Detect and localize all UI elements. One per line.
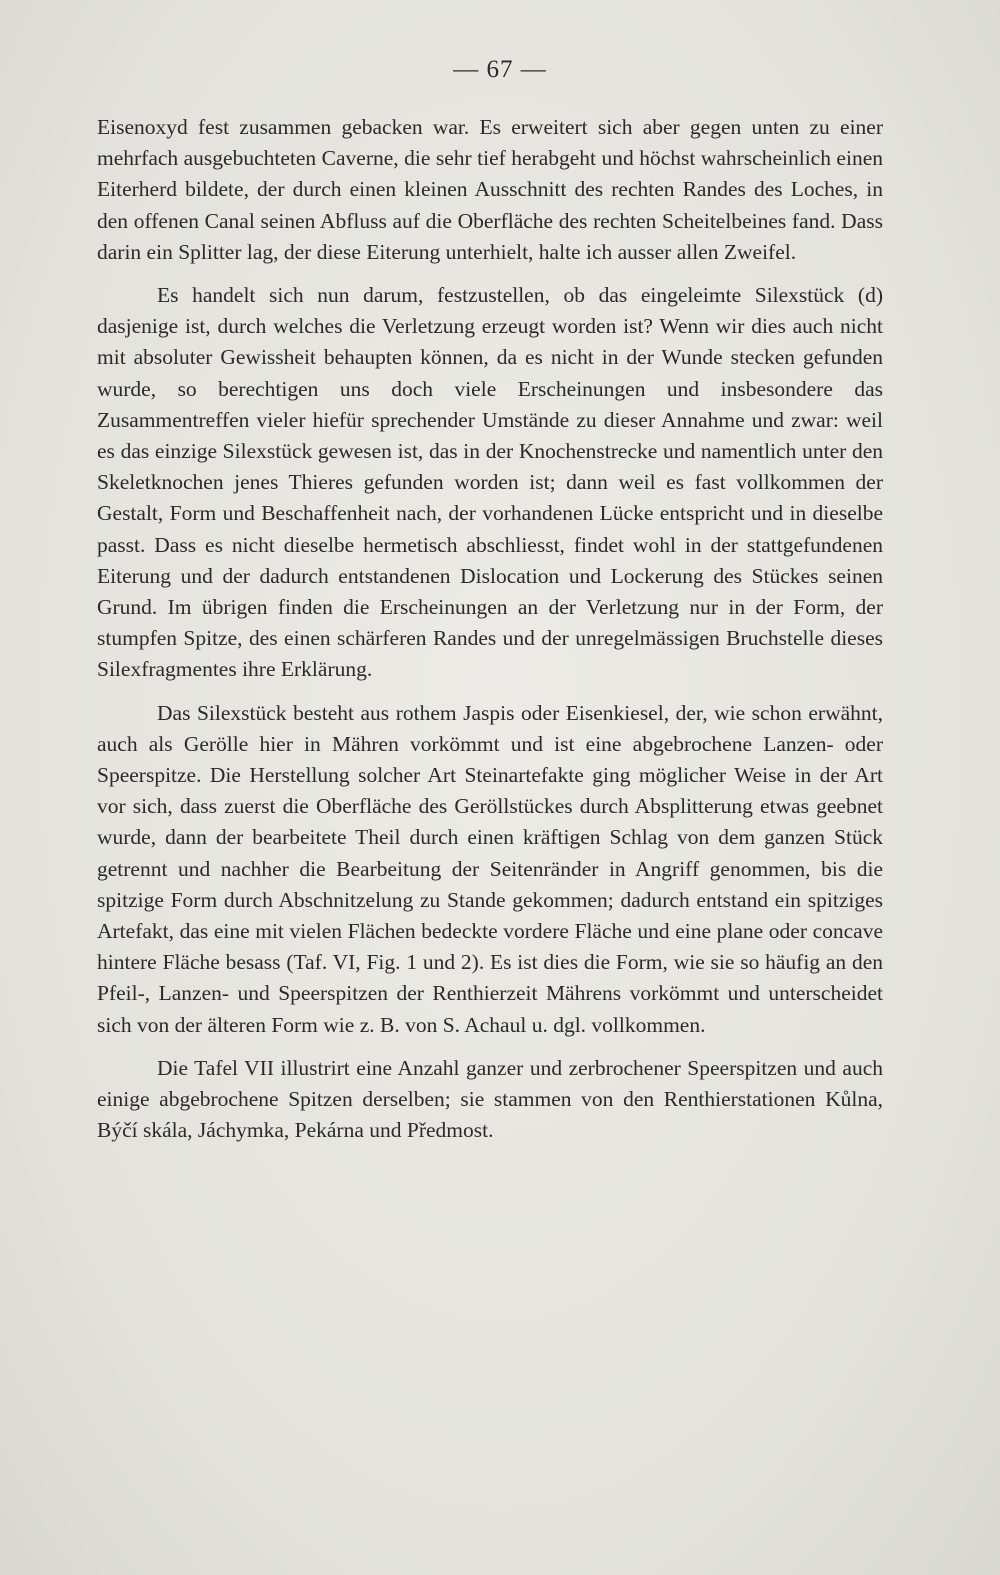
- paragraph-2: Es handelt sich nun darum, festzustellen, ob das eingeleimte Silexstück (d) dasjenige ist, durch welches die Verletzung erzeugt worden ist? Wenn wir dies auch nicht mit absoluter Gewissheit behaupten können, da es nicht in der Wunde stecken gefunden wurde, so berechtigen uns doch viele Erscheinungen und insbesondere das Zusammentreffen vieler hiefür sprechender Umstände zu dieser Annahme und zwar: weil es das einzige Silexstück gewesen ist, das in der Knochenstrecke und namentlich unter den Skeletknochen jenes Thieres gefunden worden ist; dann weil es fast vollkommen der Gestalt, Form und Beschaffenheit nach, der vorhandenen Lücke entspricht und in dieselbe passt. Dass es nicht dieselbe hermetisch abschliesst, findet wohl in der stattgefundenen Eiterung und der dadurch entstandenen Dislocation und Lockerung des Stückes seinen Grund. Im übrigen finden die Erscheinungen an der Verletzung nur in der Form, der stumpfen Spitze, des einen schärferen Randes und der unregelmässigen Bruchstelle dieses Silexfragmentes ihre Erklärung.: [97, 283, 883, 682]
- paragraph-3: Das Silexstück besteht aus rothem Jaspis oder Eisenkiesel, der, wie schon erwähnt, auch als Gerölle hier in Mähren vorkömmt und ist eine abgebrochene Lanzen- oder Speerspitze. Die Herstellung solcher Art Steinartefakte ging möglicher Weise in der Art vor sich, dass zuerst die Oberfläche des Geröllstückes durch Absplitterung etwas geebnet wurde, dann der bearbeitete Theil durch einen kräftigen Schlag von dem ganzen Stück getrennt und nachher die Bearbeitung der Seitenränder in Angriff genommen, bis die spitzige Form durch Abschnitzelung zu Stande gekommen; dadurch entstand ein spitziges Artefakt, das eine mit vielen Flächen bedeckte vordere Fläche und eine plane oder concave hintere Fläche besass (Taf. VI, Fig. 1 und 2). Es ist dies die Form, wie sie so häufig an den Pfeil-, Lanzen- und Speerspitzen der Renthierzeit Mährens vorkömmt und unterscheidet sich von der älteren Form wie z. B. von S. Achaul u. dgl. vollkommen.: [97, 700, 883, 1037]
- body-text: [97, 112, 883, 1159]
- page-number: — 67 —: [453, 56, 547, 83]
- paragraph-4: Die Tafel VII illustrirt eine Anzahl ganzer und zerbrochener Speerspitzen und auch einige abgebrochene Spitzen derselben; sie stammen von den Renthierstationen Kůlna, Býčí skála, Jáchymka, Pekárna und Předmost.: [97, 1055, 883, 1143]
- paragraph-1: Eisenoxyd fest zusammen gebacken war. Es erweitert sich aber gegen unten zu einer mehrfach ausgebuchteten Caverne, die sehr tief herabgeht und höchst wahrscheinlich einen Eiterherd bildete, der durch einen kleinen Ausschnitt des rechten Randes des Loches, in den offenen Canal seinen Abfluss auf die Oberfläche des rechten Scheitelbeines fand. Dass darin ein Splitter lag, der diese Eiterung unterhielt, halte ich ausser allen Zweifel.: [97, 115, 883, 264]
